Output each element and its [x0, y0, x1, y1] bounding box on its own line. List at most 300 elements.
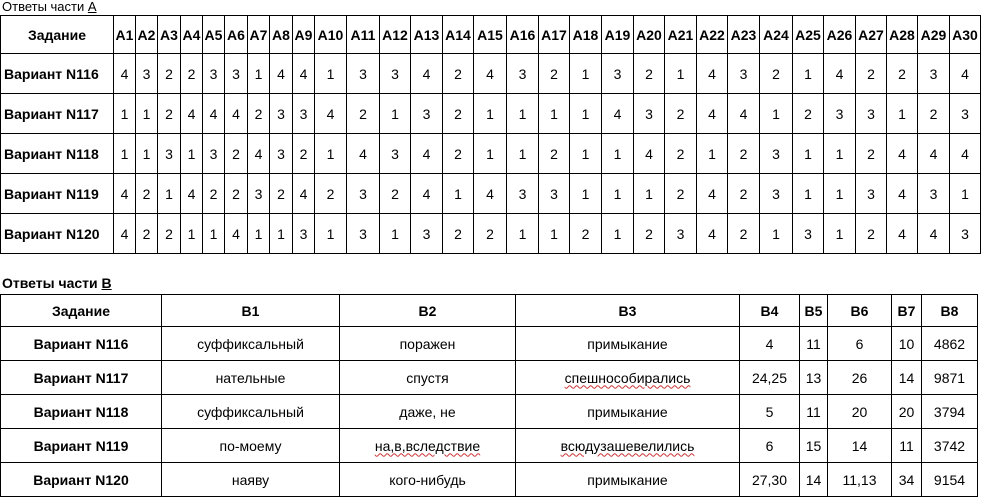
- answer-cell: [740, 395, 800, 429]
- answer-cell: 3: [248, 174, 270, 214]
- answer-cell: 4: [887, 214, 918, 254]
- answer-cell: 1: [507, 214, 539, 254]
- answer-text: 6: [765, 437, 774, 454]
- answer-cell: 4: [181, 94, 203, 134]
- column-header-a6: A6: [225, 16, 248, 54]
- column-header-a3: A3: [158, 16, 181, 54]
- answer-cell: 4: [411, 54, 443, 94]
- answer-cell: [892, 361, 922, 395]
- answer-text: 11: [899, 437, 914, 454]
- answer-cell: 1: [950, 174, 981, 214]
- answer-cell: 2: [728, 134, 760, 174]
- column-header-a2: A2: [136, 16, 158, 54]
- part-a-caption-text: Ответы части: [2, 0, 88, 14]
- column-header-a8: A8: [270, 16, 293, 54]
- column-header-a19: A19: [602, 16, 634, 54]
- column-header-a5: A5: [203, 16, 225, 54]
- answer-cell: [740, 429, 800, 463]
- answer-cell: 3: [856, 174, 887, 214]
- answer-cell: 3: [225, 54, 248, 94]
- table-row: [1, 94, 981, 134]
- answer-cell: [828, 463, 892, 497]
- answer-cell: 2: [634, 214, 665, 254]
- column-header-b3: В3: [516, 295, 740, 327]
- answer-cell: [340, 429, 516, 463]
- answer-cell: 1: [248, 54, 270, 94]
- answer-cell: [828, 429, 892, 463]
- answer-text: даже, не: [399, 403, 456, 420]
- answer-text: 3742: [933, 437, 966, 454]
- answer-cell: 3: [665, 214, 697, 254]
- answer-cell: 3: [950, 94, 981, 134]
- column-header-a18: A18: [570, 16, 602, 54]
- answer-cell: 4: [114, 174, 136, 214]
- answer-cell: 2: [136, 214, 158, 254]
- answer-cell: 2: [570, 214, 602, 254]
- column-header-b5: В5: [800, 295, 828, 327]
- answer-cell: 3: [347, 174, 380, 214]
- answer-cell: 3: [950, 214, 981, 254]
- column-header-a27: A27: [856, 16, 887, 54]
- column-header-a23: A23: [728, 16, 760, 54]
- answer-cell: 1: [570, 134, 602, 174]
- answer-cell: 1: [158, 174, 181, 214]
- answer-cell: 4: [887, 134, 918, 174]
- answer-cell: 3: [760, 134, 793, 174]
- answer-cell: 3: [539, 174, 570, 214]
- column-header-a26: A26: [824, 16, 856, 54]
- answer-cell: 4: [225, 214, 248, 254]
- row-label: Вариант N120: [1, 214, 114, 254]
- answer-text: 3794: [933, 403, 966, 420]
- answer-text: нательные: [215, 369, 286, 386]
- answer-cell: 3: [347, 54, 380, 94]
- answer-cell: 1: [315, 134, 347, 174]
- answer-cell: 1: [602, 134, 634, 174]
- answer-cell: 4: [474, 174, 507, 214]
- answer-cell: 2: [793, 94, 824, 134]
- row-label: Вариант N119: [1, 174, 114, 214]
- answer-text: 14: [851, 437, 868, 454]
- answer-cell: 4: [697, 94, 728, 134]
- answer-cell: [892, 327, 922, 361]
- answer-cell: [892, 395, 922, 429]
- part-b-answers-table: [0, 294, 978, 497]
- answer-cell: 1: [824, 134, 856, 174]
- answer-cell: [922, 395, 978, 429]
- answer-cell: 1: [570, 174, 602, 214]
- answer-cell: [828, 327, 892, 361]
- table-header-row: [1, 16, 981, 54]
- answer-cell: 2: [158, 54, 181, 94]
- answer-cell: 4: [697, 174, 728, 214]
- answer-cell: 4: [225, 94, 248, 134]
- answer-cell: 4: [824, 54, 856, 94]
- answer-cell: 2: [539, 134, 570, 174]
- answer-text: 27,30: [751, 471, 788, 488]
- table-row: [1, 54, 981, 94]
- answer-text: примыкание: [587, 335, 668, 352]
- answer-cell: [340, 361, 516, 395]
- answer-text: 9871: [933, 369, 966, 386]
- answer-cell: 3: [158, 134, 181, 174]
- answer-text: спустя: [406, 369, 449, 386]
- answer-cell: 1: [380, 214, 411, 254]
- answer-cell: 2: [248, 94, 270, 134]
- answer-cell: [340, 463, 516, 497]
- answer-cell: 3: [824, 94, 856, 134]
- part-b-caption-letter: В: [101, 275, 112, 291]
- table-row: [1, 214, 981, 254]
- answer-cell: 1: [248, 214, 270, 254]
- answer-text: 4: [765, 335, 774, 352]
- part-a-caption: [2, 0, 97, 14]
- answer-cell: 4: [887, 174, 918, 214]
- answer-cell: 1: [181, 214, 203, 254]
- answer-cell: 3: [380, 54, 411, 94]
- column-header-a24: A24: [760, 16, 793, 54]
- column-header-a14: A14: [443, 16, 474, 54]
- column-header-b7: В7: [892, 295, 922, 327]
- answer-cell: 3: [203, 134, 225, 174]
- column-header-a28: A28: [887, 16, 918, 54]
- column-header-b8: В8: [922, 295, 978, 327]
- column-header-a12: A12: [380, 16, 411, 54]
- answer-cell: 3: [136, 54, 158, 94]
- table-header-row: [1, 295, 978, 327]
- answer-cell: 1: [793, 174, 824, 214]
- answer-cell: [922, 361, 978, 395]
- answer-cell: 2: [315, 174, 347, 214]
- answer-cell: 2: [158, 214, 181, 254]
- answer-cell: [516, 361, 740, 395]
- answer-text: на,в,вследствие: [374, 437, 481, 454]
- answer-cell: 4: [411, 174, 443, 214]
- answer-cell: 2: [443, 214, 474, 254]
- answer-cell: 1: [474, 94, 507, 134]
- answer-cell: [162, 327, 340, 361]
- answer-cell: 4: [411, 134, 443, 174]
- column-header-a21: A21: [665, 16, 697, 54]
- answer-cell: 1: [136, 134, 158, 174]
- answer-cell: 1: [507, 94, 539, 134]
- answer-cell: 2: [728, 214, 760, 254]
- answer-cell: 1: [539, 214, 570, 254]
- answer-cell: 1: [760, 94, 793, 134]
- answer-cell: 4: [114, 214, 136, 254]
- answer-cell: 3: [293, 94, 315, 134]
- answer-cell: 2: [918, 94, 950, 134]
- answer-cell: 2: [665, 134, 697, 174]
- answer-cell: 2: [270, 174, 293, 214]
- answer-cell: 2: [443, 134, 474, 174]
- answer-cell: 1: [203, 214, 225, 254]
- answer-cell: 3: [203, 54, 225, 94]
- answer-cell: 2: [728, 174, 760, 214]
- answer-cell: 2: [856, 134, 887, 174]
- answer-cell: 1: [824, 174, 856, 214]
- column-header-a11: A11: [347, 16, 380, 54]
- answer-cell: 2: [760, 54, 793, 94]
- answer-cell: 2: [539, 54, 570, 94]
- row-label: Вариант N118: [1, 134, 114, 174]
- answer-cell: [740, 361, 800, 395]
- answer-cell: 4: [474, 54, 507, 94]
- answer-text: спешнособирались: [564, 369, 691, 386]
- answer-cell: [800, 463, 828, 497]
- answer-cell: 4: [918, 214, 950, 254]
- part-b-caption-text: Ответы части: [2, 275, 102, 291]
- part-b-caption: [2, 276, 112, 290]
- row-label: Вариант N117: [1, 94, 114, 134]
- answer-text: 11: [806, 403, 821, 420]
- column-header-a17: A17: [539, 16, 570, 54]
- answer-cell: 4: [270, 54, 293, 94]
- answer-cell: 4: [634, 134, 665, 174]
- answer-cell: 1: [474, 134, 507, 174]
- part-a-caption-letter: А: [87, 0, 97, 14]
- answer-cell: 3: [507, 174, 539, 214]
- answer-text: 11: [806, 335, 821, 352]
- answer-cell: 4: [293, 54, 315, 94]
- answer-cell: 1: [114, 134, 136, 174]
- answer-cell: 4: [697, 54, 728, 94]
- answer-cell: [516, 327, 740, 361]
- answer-text: 9154: [933, 471, 966, 488]
- answer-cell: 2: [225, 174, 248, 214]
- answer-cell: 2: [347, 94, 380, 134]
- column-header-a9: A9: [293, 16, 315, 54]
- table-row: [1, 174, 981, 214]
- answer-text: 14: [805, 471, 822, 488]
- answer-cell: 2: [443, 94, 474, 134]
- answer-cell: 2: [634, 54, 665, 94]
- answer-cell: 1: [887, 94, 918, 134]
- answer-text: 14: [898, 369, 915, 386]
- answer-cell: [828, 361, 892, 395]
- row-label: Вариант N117: [1, 361, 162, 395]
- answer-cell: 2: [203, 174, 225, 214]
- answer-cell: 1: [380, 94, 411, 134]
- answer-text: 5: [765, 403, 774, 420]
- answer-cell: [922, 429, 978, 463]
- answer-text: 11,13: [842, 471, 877, 488]
- answer-cell: [340, 395, 516, 429]
- answer-cell: 2: [443, 54, 474, 94]
- answer-cell: 4: [950, 54, 981, 94]
- answer-text: 13: [805, 369, 822, 386]
- answer-cell: 1: [507, 134, 539, 174]
- part-a-answers-table: [0, 15, 981, 254]
- column-header-a15: A15: [474, 16, 507, 54]
- row-label: Вариант N120: [1, 463, 162, 497]
- column-header-b1: В1: [162, 295, 340, 327]
- answer-cell: 1: [602, 174, 634, 214]
- table-row: [1, 463, 978, 497]
- answer-cell: 3: [760, 174, 793, 214]
- column-header-task: Задание: [1, 295, 162, 327]
- answer-text: 20: [851, 403, 868, 420]
- answer-text: примыкание: [587, 403, 668, 420]
- answer-cell: [516, 429, 740, 463]
- answer-text: 10: [898, 335, 915, 352]
- answer-cell: 2: [474, 214, 507, 254]
- column-header-a22: A22: [697, 16, 728, 54]
- answer-cell: 4: [950, 134, 981, 174]
- answer-cell: 1: [443, 174, 474, 214]
- answer-cell: 3: [380, 134, 411, 174]
- column-header-a4: A4: [181, 16, 203, 54]
- answer-cell: 1: [114, 94, 136, 134]
- answer-cell: 3: [411, 94, 443, 134]
- answer-cell: [162, 463, 340, 497]
- answer-cell: 3: [602, 54, 634, 94]
- answer-cell: 1: [760, 214, 793, 254]
- column-header-b2: В2: [340, 295, 516, 327]
- answer-cell: [162, 361, 340, 395]
- answer-cell: 3: [507, 54, 539, 94]
- answer-text: поражен: [399, 335, 456, 352]
- answer-cell: [800, 361, 828, 395]
- answer-cell: 2: [665, 94, 697, 134]
- answer-cell: 2: [856, 214, 887, 254]
- answer-cell: 4: [315, 94, 347, 134]
- answer-text: 15: [805, 437, 822, 454]
- row-label: Вариант N118: [1, 395, 162, 429]
- column-header-a10: A10: [315, 16, 347, 54]
- answer-text: примыкание: [587, 471, 668, 488]
- answer-cell: 4: [728, 94, 760, 134]
- column-header-a13: A13: [411, 16, 443, 54]
- answer-cell: 4: [248, 134, 270, 174]
- answer-cell: [162, 395, 340, 429]
- answer-cell: [516, 463, 740, 497]
- column-header-a29: A29: [918, 16, 950, 54]
- answer-cell: [892, 463, 922, 497]
- answer-cell: 4: [918, 134, 950, 174]
- answer-cell: 3: [270, 94, 293, 134]
- table-row: [1, 361, 978, 395]
- answer-cell: 1: [824, 214, 856, 254]
- answer-cell: 1: [539, 94, 570, 134]
- answer-cell: 1: [793, 54, 824, 94]
- row-label: Вариант N119: [1, 429, 162, 463]
- column-header-task: Задание: [1, 16, 114, 54]
- answer-cell: 1: [665, 54, 697, 94]
- answer-text: наяву: [231, 471, 270, 488]
- answer-cell: 2: [293, 134, 315, 174]
- answer-cell: 3: [856, 94, 887, 134]
- answer-cell: [922, 327, 978, 361]
- answer-cell: 2: [225, 134, 248, 174]
- answer-cell: 4: [602, 94, 634, 134]
- answer-cell: 1: [181, 134, 203, 174]
- answer-cell: 3: [918, 54, 950, 94]
- answer-cell: 2: [181, 54, 203, 94]
- answer-text: 24,25: [751, 369, 788, 386]
- table-row: [1, 327, 978, 361]
- answer-cell: 3: [634, 94, 665, 134]
- answer-cell: 4: [347, 134, 380, 174]
- answer-cell: 3: [793, 214, 824, 254]
- answer-cell: 2: [158, 94, 181, 134]
- answer-text: по-моему: [219, 437, 282, 454]
- answer-cell: 3: [293, 214, 315, 254]
- answer-cell: [516, 395, 740, 429]
- column-header-a20: A20: [634, 16, 665, 54]
- answer-text: 26: [851, 369, 868, 386]
- row-label: Вариант N116: [1, 327, 162, 361]
- table-row: [1, 395, 978, 429]
- answer-text: 6: [855, 335, 864, 352]
- answer-cell: 1: [570, 54, 602, 94]
- answer-cell: 4: [114, 54, 136, 94]
- answer-cell: 1: [270, 214, 293, 254]
- answer-cell: [800, 327, 828, 361]
- column-header-a25: A25: [793, 16, 824, 54]
- answer-cell: [740, 327, 800, 361]
- answer-cell: 1: [697, 134, 728, 174]
- answer-cell: 3: [918, 174, 950, 214]
- column-header-a7: A7: [248, 16, 270, 54]
- answer-cell: 1: [315, 214, 347, 254]
- answer-text: всюдузашевелились: [560, 437, 695, 454]
- answer-cell: 4: [203, 94, 225, 134]
- answer-cell: [800, 395, 828, 429]
- answer-cell: 3: [728, 54, 760, 94]
- answer-cell: 1: [315, 54, 347, 94]
- answer-cell: 1: [793, 134, 824, 174]
- answer-text: суффиксальный: [197, 403, 304, 420]
- answer-cell: [340, 327, 516, 361]
- column-header-a16: A16: [507, 16, 539, 54]
- answer-cell: 3: [347, 214, 380, 254]
- answer-text: 20: [898, 403, 915, 420]
- answer-text: 4862: [933, 335, 966, 352]
- answer-cell: 3: [411, 214, 443, 254]
- answer-cell: [740, 463, 800, 497]
- answer-cell: 2: [887, 54, 918, 94]
- answer-cell: 4: [697, 214, 728, 254]
- answer-cell: [162, 429, 340, 463]
- answer-cell: 2: [665, 174, 697, 214]
- answer-cell: [828, 395, 892, 429]
- answer-cell: 1: [634, 174, 665, 214]
- column-header-a30: A30: [950, 16, 981, 54]
- answer-cell: 1: [136, 94, 158, 134]
- table-row: [1, 134, 981, 174]
- answer-cell: [800, 429, 828, 463]
- answer-cell: [922, 463, 978, 497]
- answer-text: 34: [898, 471, 915, 488]
- answer-text: кого-нибудь: [389, 471, 466, 488]
- answer-cell: 2: [856, 54, 887, 94]
- answer-cell: 4: [181, 174, 203, 214]
- column-header-b6: В6: [828, 295, 892, 327]
- answer-cell: 1: [570, 94, 602, 134]
- answer-cell: 2: [380, 174, 411, 214]
- answer-cell: 1: [602, 214, 634, 254]
- answer-cell: [892, 429, 922, 463]
- answer-text: суффиксальный: [197, 335, 304, 352]
- column-header-b4: В4: [740, 295, 800, 327]
- answer-cell: 3: [270, 134, 293, 174]
- row-label: Вариант N116: [1, 54, 114, 94]
- table-row: [1, 429, 978, 463]
- column-header-a1: A1: [114, 16, 136, 54]
- answer-cell: 2: [136, 174, 158, 214]
- answer-cell: 4: [293, 174, 315, 214]
